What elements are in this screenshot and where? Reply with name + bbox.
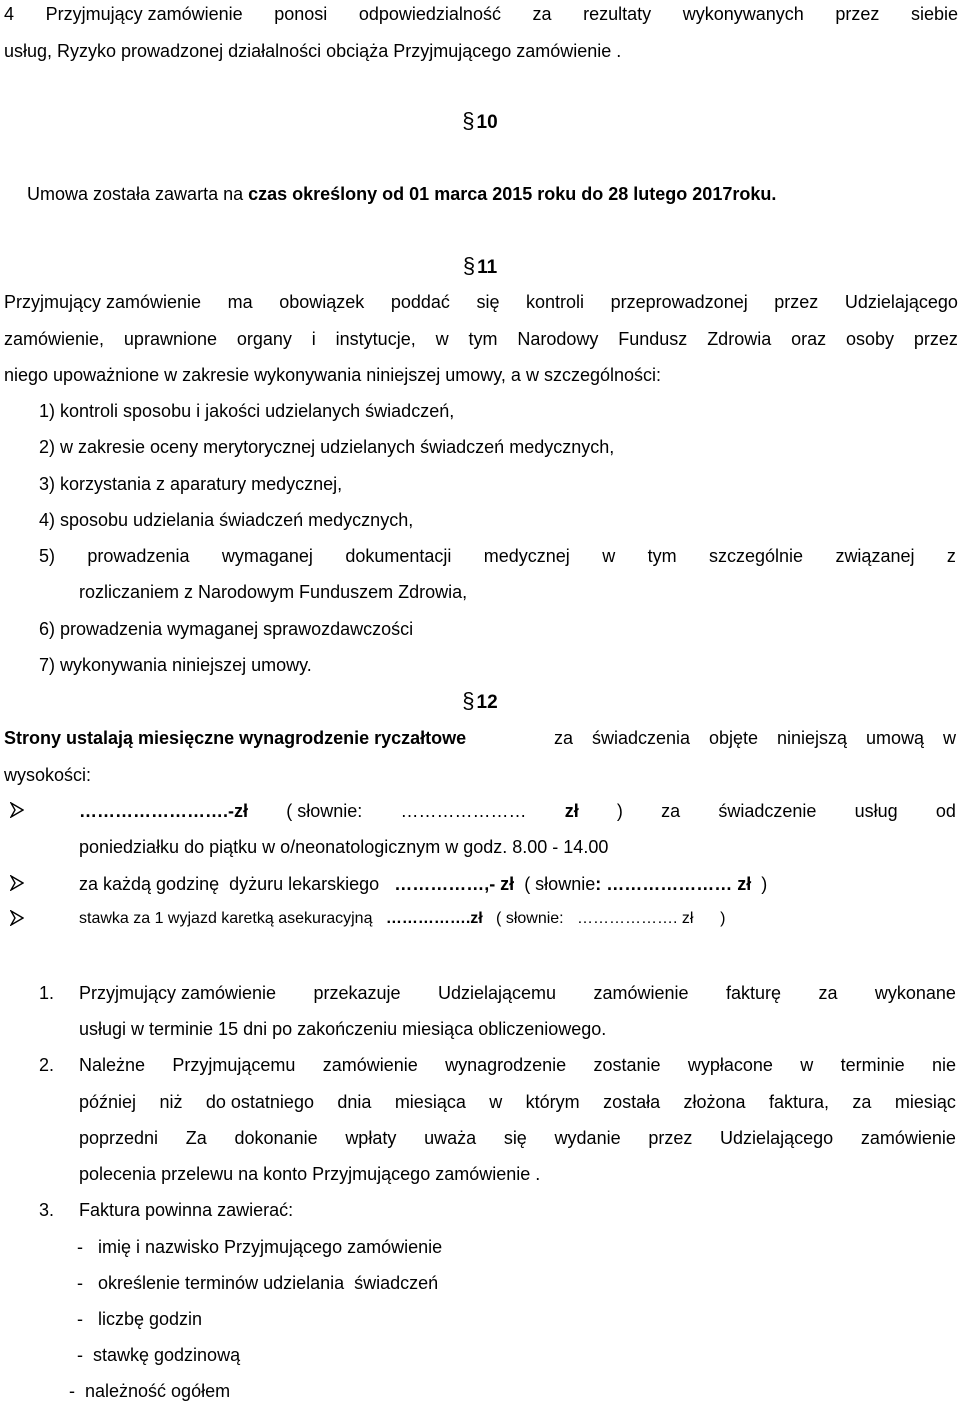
- s11-item-5-cont: rozliczaniem z Narodowym Funduszem Zdrowia,: [79, 582, 468, 602]
- section-11-heading: § 11: [462, 253, 498, 278]
- word: niniejszą: [776, 728, 848, 748]
- word: którym: [525, 1092, 580, 1112]
- section-12-heading: § 12: [462, 688, 498, 713]
- word: szczególnie: [708, 546, 804, 566]
- payment-2-line-2: [79, 1091, 956, 1113]
- payment-2-line-1: [79, 1054, 956, 1076]
- s11-item-3: 3) korzystania z aparatury medycznej,: [39, 474, 343, 494]
- word: Udzielającego: [844, 292, 958, 312]
- invoice-item: - imię i nazwisko Przyjmującego zamówienie: [77, 1237, 443, 1257]
- s11-item-1: 1) kontroli sposobu i jakości udzielanych świadczeń,: [39, 401, 455, 421]
- s9-line-1: [4, 3, 958, 25]
- s12-intro-2: wysokości:: [4, 765, 92, 785]
- word: osoby: [845, 329, 895, 349]
- invoice-item: - należność ogółem: [69, 1381, 231, 1401]
- invoice-item: - liczbę godzin: [77, 1309, 203, 1329]
- word: w: [435, 329, 449, 349]
- section-10-heading: § 10: [462, 108, 498, 133]
- word: poddać: [390, 292, 450, 312]
- word: organy: [236, 329, 292, 349]
- word: ): [616, 801, 623, 821]
- arrow-bullet-icon: [10, 910, 24, 926]
- word: Fundusz: [618, 329, 688, 349]
- word: zamówienie: [860, 1128, 956, 1148]
- s12-bullet-2: za każdą godzinę dyżuru lekarskiego ……………,- zł ( słownie: ………………… zł ): [79, 874, 768, 894]
- s11-line-2: [4, 328, 958, 350]
- word: fakturę: [725, 983, 781, 1003]
- word: Przyjmujący zamówienie: [45, 4, 243, 24]
- word: Narodowy: [517, 329, 599, 349]
- word: przez: [913, 329, 958, 349]
- s11-line-1: [4, 291, 958, 313]
- word: przekazuje: [313, 983, 401, 1003]
- word: Należne: [79, 1055, 146, 1075]
- word: do ostatniego: [205, 1092, 314, 1112]
- word: się: [503, 1128, 527, 1148]
- payment-2-line-4: polecenia przelewu na konto Przyjmującego zamówienie .: [79, 1164, 541, 1184]
- word: ma: [227, 292, 253, 312]
- invoice-item: - stawkę godzinową: [77, 1345, 241, 1365]
- word: faktura,: [768, 1092, 829, 1112]
- word: za: [532, 4, 552, 24]
- word: i: [311, 329, 316, 349]
- word: kontroli: [526, 292, 585, 312]
- word: w: [942, 728, 956, 748]
- word: związanej: [835, 546, 915, 566]
- word: Udzielającego: [720, 1128, 834, 1148]
- word: terminie: [840, 1055, 905, 1075]
- word: zamówienie,: [4, 329, 105, 349]
- word: ponosi: [274, 4, 328, 24]
- word: w: [489, 1092, 503, 1112]
- word: za: [554, 728, 574, 748]
- word: wykonywanych: [682, 4, 804, 24]
- word: …………………….-zł: [79, 801, 248, 821]
- s11-item-7: 7) wykonywania niniejszej umowy.: [39, 655, 312, 675]
- s11-item-2: 2) w zakresie oceny merytorycznej udzielanych świadczeń medycznych,: [39, 437, 615, 457]
- word: dokumentacji: [345, 546, 452, 566]
- word: z: [946, 546, 956, 566]
- s12-bullet-3: stawka za 1 wyjazd karetką asekuracyjną …………….zł ( słownie: ………………. zł ): [79, 910, 726, 927]
- word: wpłaty: [345, 1128, 397, 1148]
- word: zamówienie: [322, 1055, 418, 1075]
- word: od: [935, 801, 956, 821]
- word: tym: [468, 329, 498, 349]
- s11-item-6: 6) prowadzenia wymaganej sprawozdawczości: [39, 619, 414, 639]
- payment-3-number: 3.: [39, 1200, 55, 1220]
- word: wynagrodzenie: [445, 1055, 567, 1075]
- word: wypłacone: [687, 1055, 773, 1075]
- word: tym: [647, 546, 677, 566]
- word: świadczenia: [591, 728, 691, 748]
- word: wydanie: [554, 1128, 621, 1148]
- word: przez: [648, 1128, 693, 1148]
- word: obowiązek: [279, 292, 365, 312]
- word: Zdrowia: [707, 329, 772, 349]
- word: zł: [564, 801, 579, 821]
- word: Udzielającemu: [437, 983, 557, 1003]
- s9-line-2: usług, Ryzyko prowadzonej działalności obciąża Przyjmującego zamówienie .: [4, 41, 622, 61]
- word: za: [818, 983, 838, 1003]
- word: Przyjmujący zamówienie: [4, 292, 202, 312]
- s12-bullet-1-line-1: [79, 800, 956, 822]
- payment-1-line-2: usługi w terminie 15 dni po zakończeniu miesiąca obliczeniowego.: [79, 1019, 607, 1039]
- payment-3-line-1: Faktura powinna zawierać:: [79, 1200, 294, 1220]
- word: Za: [185, 1128, 207, 1148]
- word: 5): [39, 546, 56, 566]
- paragraph-sign: §: [462, 688, 475, 713]
- payment-2-line-3: [79, 1127, 956, 1149]
- payment-2-number: 2.: [39, 1055, 55, 1075]
- word: dokonanie: [234, 1128, 318, 1148]
- word: miesiąc: [894, 1092, 956, 1112]
- word: dnia: [337, 1092, 372, 1112]
- word: medycznej: [483, 546, 570, 566]
- word: złożona: [683, 1092, 746, 1112]
- word: ( słownie:: [286, 801, 363, 821]
- word: oraz: [791, 329, 827, 349]
- word: wymaganej: [221, 546, 313, 566]
- word: uprawnione: [123, 329, 217, 349]
- word: miesiąca: [394, 1092, 466, 1112]
- paragraph-sign: §: [462, 108, 475, 133]
- word: poprzedni: [79, 1128, 159, 1148]
- word: za: [852, 1092, 872, 1112]
- word: w: [800, 1055, 814, 1075]
- payment-1-line-1: [79, 982, 956, 1004]
- s10-text: Umowa została zawarta na czas określony od 01 marca 2015 roku do 28 lutego 2017roku.: [27, 184, 777, 204]
- payment-1-number: 1.: [39, 983, 55, 1003]
- s11-item-4: 4) sposobu udzielania świadczeń medycznych,: [39, 510, 414, 530]
- word: przeprowadzonej: [610, 292, 748, 312]
- word: zostanie: [593, 1055, 661, 1075]
- arrow-bullet-icon: [10, 875, 24, 891]
- word: w: [602, 546, 616, 566]
- word: rezultaty: [583, 4, 652, 24]
- invoice-item: - określenie terminów udzielania świadczeń: [77, 1273, 439, 1293]
- s12-bullet-1-line-2: poniedziałku do piątku w o/neonatologicznym w godz. 8.00 - 14.00: [79, 837, 609, 857]
- s12-intro-rest: [554, 727, 956, 749]
- word: świadczenie: [718, 801, 817, 821]
- word: niż: [159, 1092, 183, 1112]
- s12-intro-bold: Strony ustalają miesięczne wynagrodzenie ryczałtowe: [4, 728, 467, 748]
- word: się: [476, 292, 500, 312]
- word: instytucje,: [335, 329, 416, 349]
- word: odpowiedzialność: [358, 4, 501, 24]
- word: została: [603, 1092, 661, 1112]
- arrow-bullet-icon: [10, 802, 24, 818]
- word: zamówienie: [593, 983, 689, 1003]
- paragraph-sign: §: [462, 253, 476, 278]
- word: 4: [4, 4, 15, 24]
- word: wykonane: [874, 983, 956, 1003]
- word: Przyjmującemu: [172, 1055, 296, 1075]
- word: przez: [835, 4, 880, 24]
- word: nie: [931, 1055, 956, 1075]
- word: prowadzenia: [87, 546, 190, 566]
- word: …………………: [400, 801, 527, 821]
- word: usług: [854, 801, 898, 821]
- word: Przyjmujący zamówienie: [79, 983, 277, 1003]
- word: objęte: [708, 728, 759, 748]
- word: umową: [865, 728, 925, 748]
- word: później: [79, 1092, 137, 1112]
- word: uważa: [424, 1128, 477, 1148]
- word: za: [661, 801, 681, 821]
- word: przez: [774, 292, 819, 312]
- s11-item-5: [39, 545, 956, 567]
- word: siebie: [910, 4, 958, 24]
- s11-line-3: niego upoważnione w zakresie wykonywania niniejszej umowy, a w szczególności:: [4, 365, 661, 385]
